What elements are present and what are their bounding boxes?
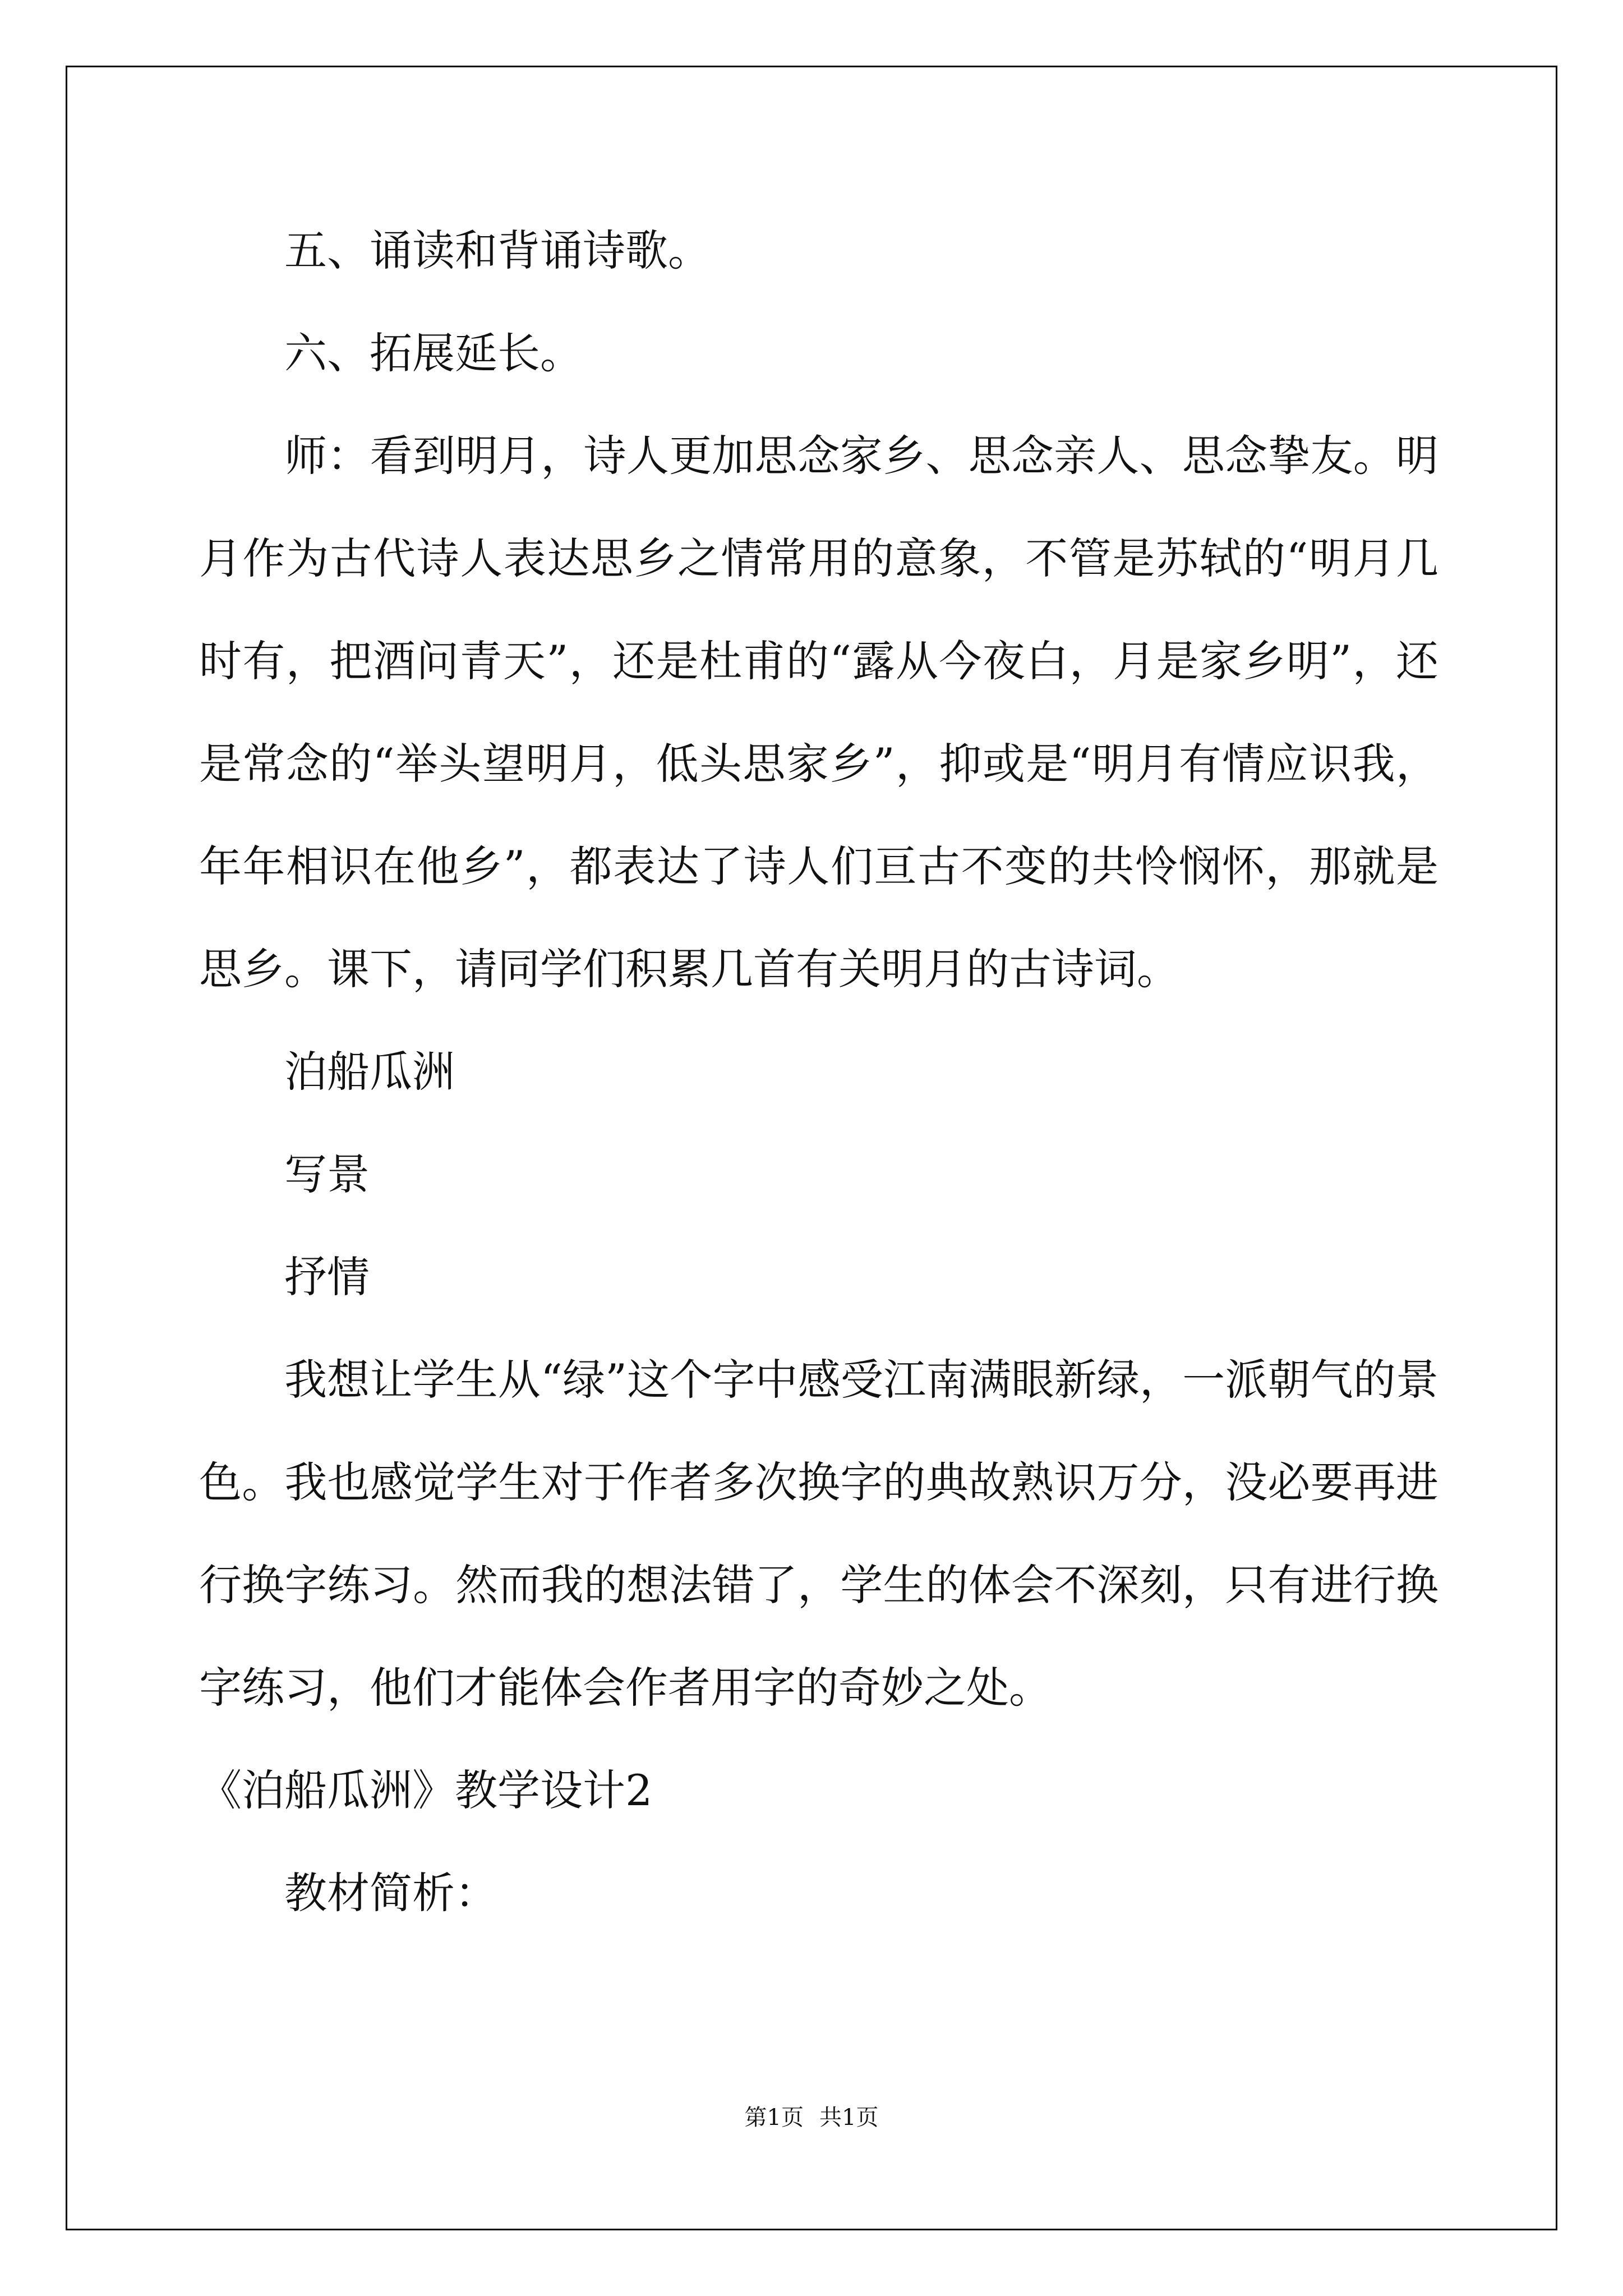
paragraph-material-analysis: 教材简析： xyxy=(284,1868,497,1918)
page-total: 共1页 xyxy=(819,2105,879,2131)
section-title: 《泊船瓜洲》教学设计2 xyxy=(199,1765,653,1815)
paragraph-extend: 六、拓展延长。 xyxy=(284,328,583,378)
paragraph-recite: 五、诵读和背诵诗歌。 xyxy=(284,226,711,275)
board-item-emotion: 抒情 xyxy=(284,1252,370,1302)
paragraph-teacher-talk: 师：看到明月，诗人更加思念家乡、思念亲人、思念挚友。明月作为古代诗人表达思乡之情常用的意象，不管是苏轼的“明月几时有，把酒问青天”，还是杜甫的“露从今夜白，月是家乡明”，还是常念的“举头望明月，低头思家乡”，抑或是“明月有情应识我，年年相识在他乡”，都表达了诗人们亘古不变的共怜悯怀，那就是思乡。课下，请同学们积累几首有关明月的古诗词。 xyxy=(199,431,1438,994)
page-footer xyxy=(0,2100,1623,2132)
board-title: 泊船瓜洲 xyxy=(284,1047,455,1097)
board-item-scenery: 写景 xyxy=(284,1149,370,1199)
document-body xyxy=(199,199,1438,1944)
paragraph-reflection: 我想让学生从“绿”这个字中感受江南满眼新绿，一派朝气的景色。我也感觉学生对于作者多次换字的典故熟识万分，没必要再进行换字练习。然而我的想法错了，学生的体会不深刻，只有进行换字练习，他们才能体会作者用字的奇妙之处。 xyxy=(199,1355,1438,1713)
page-number: 第1页 xyxy=(744,2105,804,2131)
